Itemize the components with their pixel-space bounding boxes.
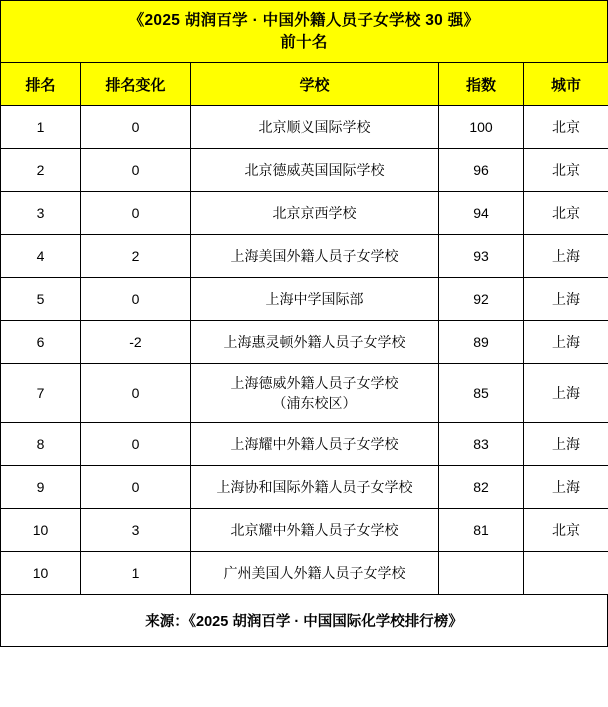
- cell-city: 上海: [524, 235, 608, 278]
- cell-change: 0: [81, 278, 191, 321]
- cell-change: 1: [81, 552, 191, 595]
- cell-school: 上海惠灵顿外籍人员子女学校: [191, 321, 439, 364]
- table-row: [1, 321, 608, 364]
- cell-city: 北京: [524, 106, 608, 149]
- cell-index: 96: [439, 149, 524, 192]
- cell-school: 北京耀中外籍人员子女学校: [191, 509, 439, 552]
- cell-change: 0: [81, 364, 191, 423]
- table-header-row: [1, 63, 608, 106]
- cell-change: 3: [81, 509, 191, 552]
- cell-index: 94: [439, 192, 524, 235]
- table-row: [1, 106, 608, 149]
- cell-school-line2: （浦东校区）: [272, 395, 357, 411]
- cell-index: 81: [439, 509, 524, 552]
- page-title-line1: 《2025 胡润百学 · 中国外籍人员子女学校 30 强》: [128, 11, 480, 29]
- cell-city: 上海: [524, 321, 608, 364]
- cell-city: 北京: [524, 192, 608, 235]
- cell-school-line1: 上海德威外籍人员子女学校: [230, 375, 399, 391]
- cell-rank: 6: [1, 321, 81, 364]
- table-row: [1, 278, 608, 321]
- cell-index: 85: [439, 364, 524, 423]
- cell-school: 上海协和国际外籍人员子女学校: [191, 466, 439, 509]
- cell-rank: 2: [1, 149, 81, 192]
- cell-school: 广州美国人外籍人员子女学校: [191, 552, 439, 595]
- cell-rank: 7: [1, 364, 81, 423]
- cell-index: 100: [439, 106, 524, 149]
- page-title-line2: 前十名: [280, 33, 328, 51]
- cell-rank: 1: [1, 106, 81, 149]
- cell-city: 上海: [524, 364, 608, 423]
- table-row: [1, 192, 608, 235]
- column-header-change: 排名变化: [81, 63, 191, 106]
- cell-rank: 3: [1, 192, 81, 235]
- cell-index: 89: [439, 321, 524, 364]
- cell-index: 83: [439, 423, 524, 466]
- cell-change: 0: [81, 106, 191, 149]
- cell-change: 0: [81, 149, 191, 192]
- table-row: [1, 509, 608, 552]
- cell-city: [524, 552, 608, 595]
- cell-school: [191, 364, 439, 423]
- cell-rank: 8: [1, 423, 81, 466]
- cell-city: 北京: [524, 149, 608, 192]
- cell-change: -2: [81, 321, 191, 364]
- cell-index: 92: [439, 278, 524, 321]
- cell-city: 上海: [524, 466, 608, 509]
- cell-index: 93: [439, 235, 524, 278]
- cell-rank: 5: [1, 278, 81, 321]
- cell-change: 0: [81, 192, 191, 235]
- cell-city: 上海: [524, 278, 608, 321]
- title-band: [0, 0, 608, 62]
- ranking-table: [0, 62, 608, 595]
- cell-school: 上海美国外籍人员子女学校: [191, 235, 439, 278]
- table-row: [1, 364, 608, 423]
- cell-rank: 10: [1, 552, 81, 595]
- column-header-index: 指数: [439, 63, 524, 106]
- cell-school: 上海耀中外籍人员子女学校: [191, 423, 439, 466]
- cell-city: 上海: [524, 423, 608, 466]
- cell-school: 北京京西学校: [191, 192, 439, 235]
- cell-rank: 9: [1, 466, 81, 509]
- table-row: [1, 149, 608, 192]
- column-header-school: 学校: [191, 63, 439, 106]
- table-row: [1, 235, 608, 278]
- cell-index: [439, 552, 524, 595]
- cell-change: 0: [81, 423, 191, 466]
- source-note: 来源：《2025 胡润百学 · 中国国际化学校排行榜》: [0, 595, 608, 647]
- cell-rank: 4: [1, 235, 81, 278]
- cell-school: 上海中学国际部: [191, 278, 439, 321]
- cell-index: 82: [439, 466, 524, 509]
- cell-school: 北京德威英国国际学校: [191, 149, 439, 192]
- cell-change: 2: [81, 235, 191, 278]
- cell-school: 北京顺义国际学校: [191, 106, 439, 149]
- column-header-rank: 排名: [1, 63, 81, 106]
- cell-change: 0: [81, 466, 191, 509]
- table-row: [1, 423, 608, 466]
- cell-city: 北京: [524, 509, 608, 552]
- table-row: [1, 466, 608, 509]
- table-row: [1, 552, 608, 595]
- cell-rank: 10: [1, 509, 81, 552]
- column-header-city: 城市: [524, 63, 608, 106]
